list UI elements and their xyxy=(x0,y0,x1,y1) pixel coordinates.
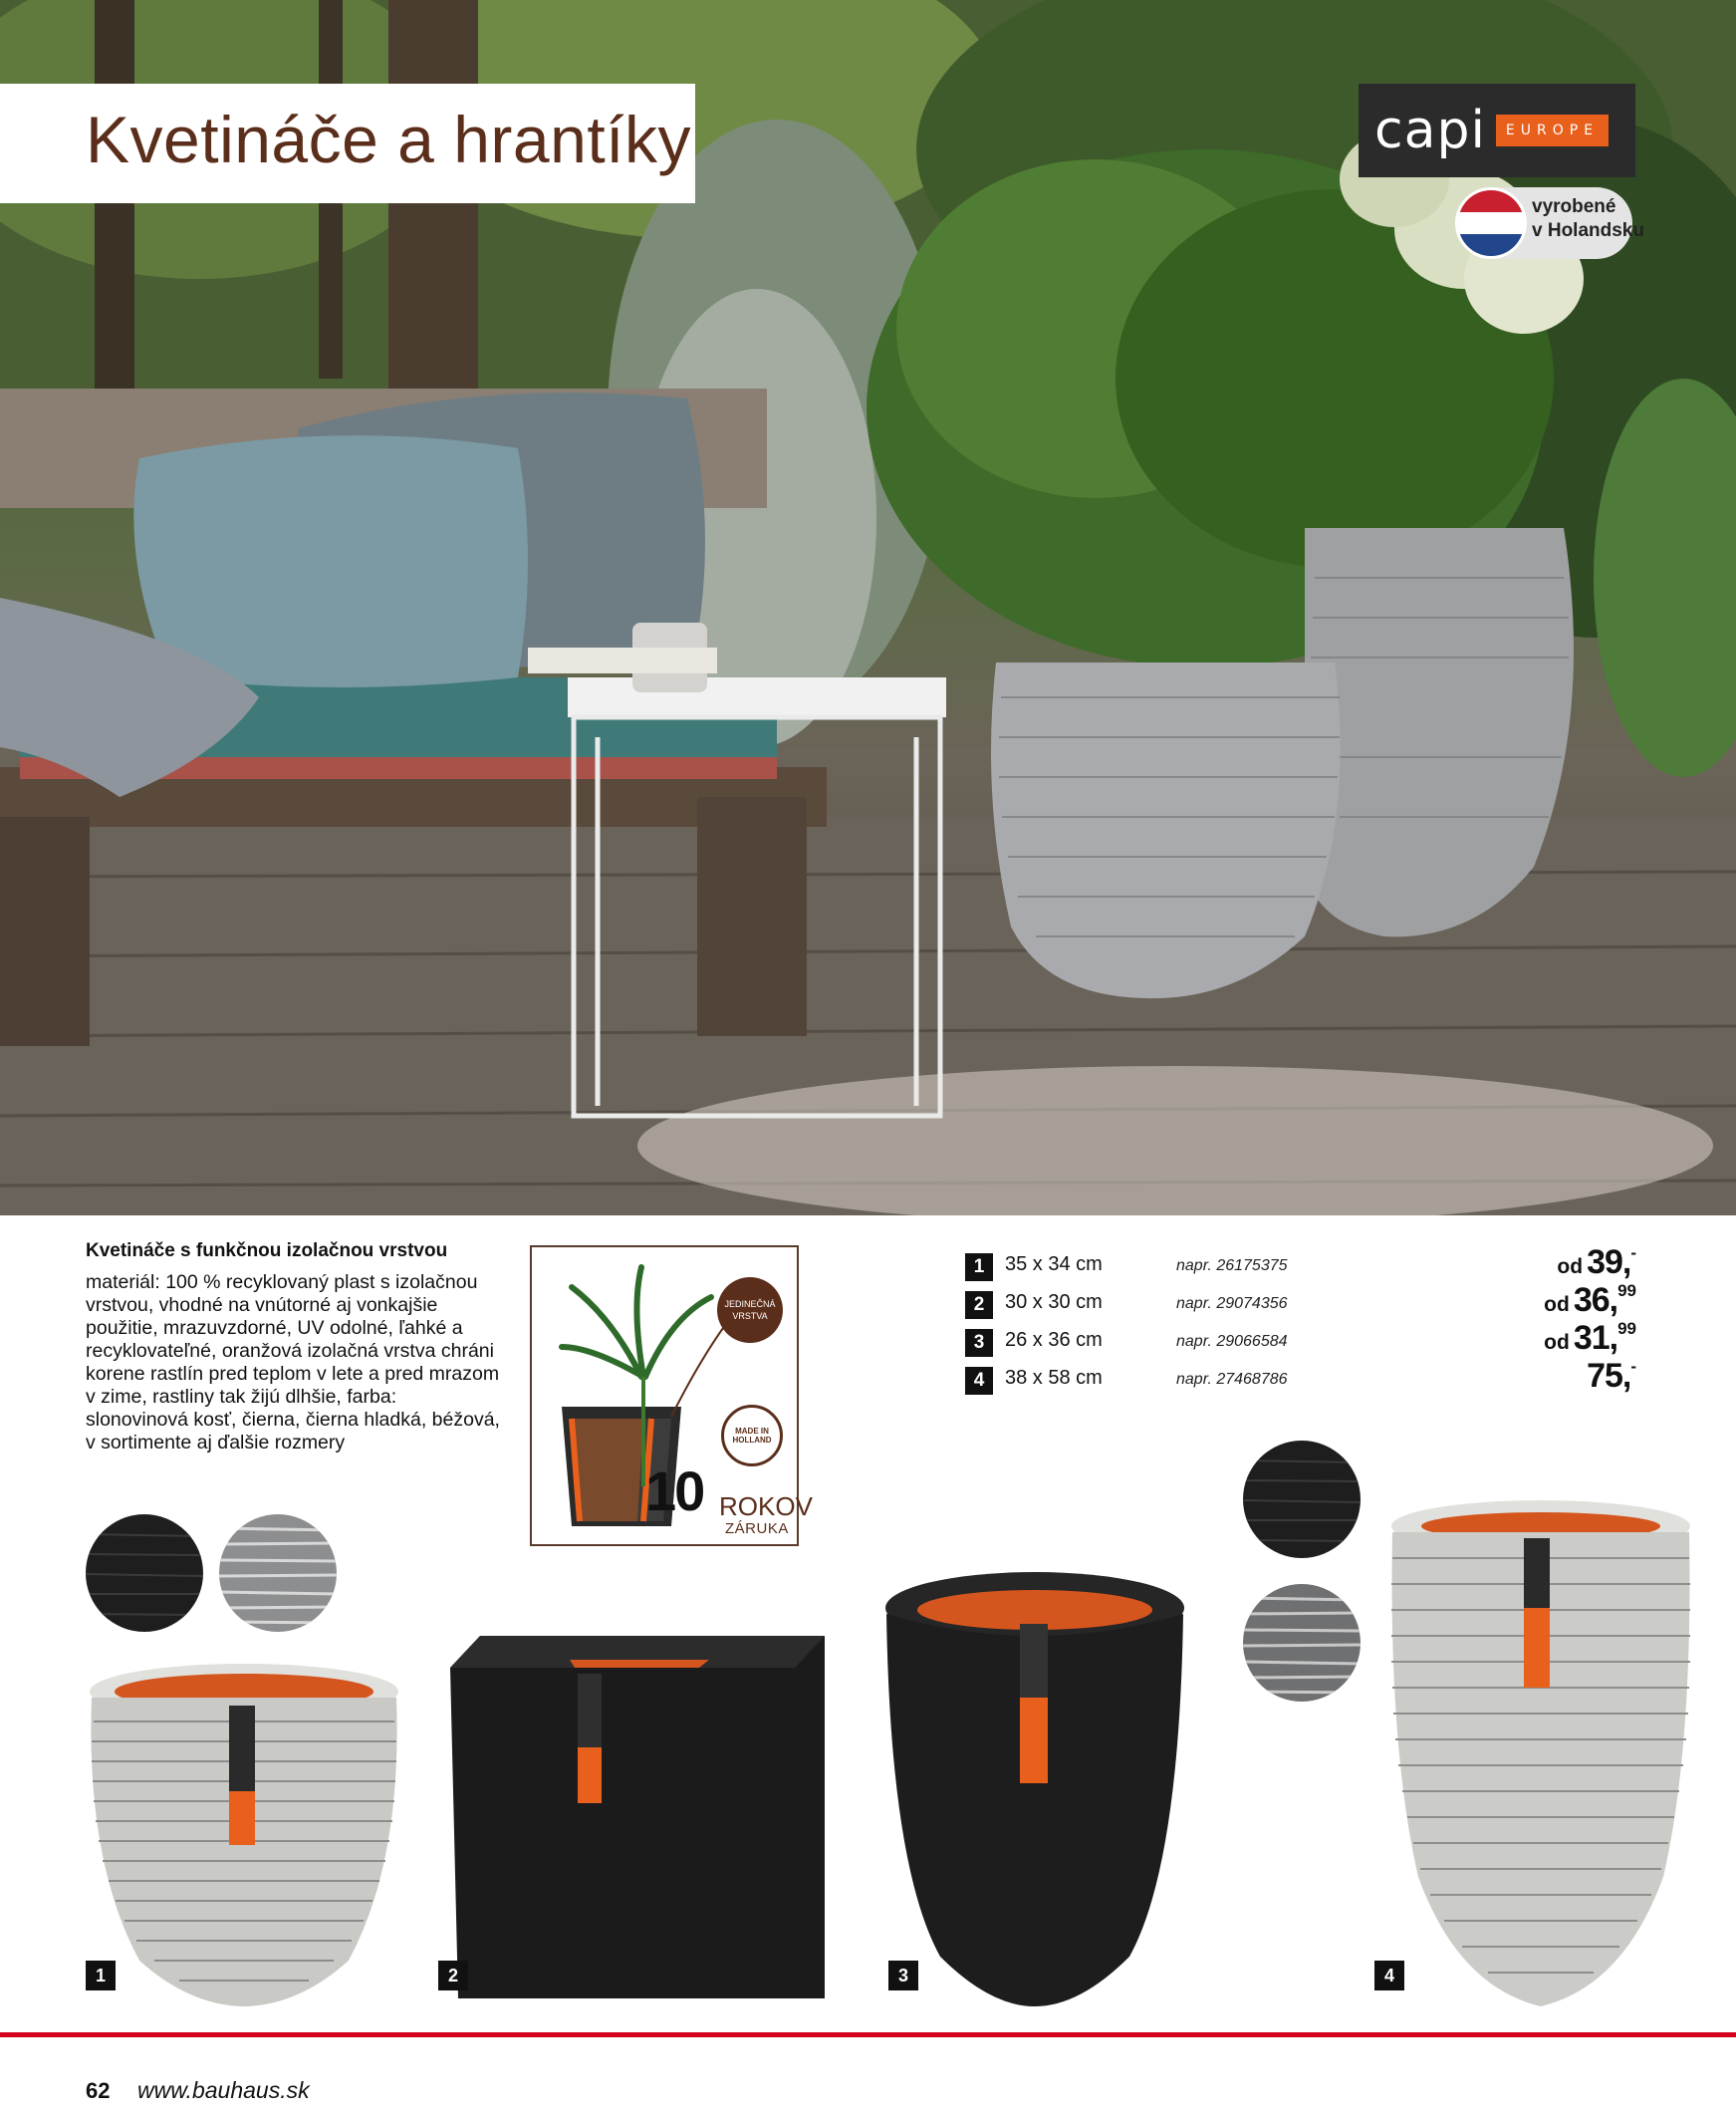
variant-row-1 xyxy=(965,1243,1650,1283)
page-title: Kvetináče a hrantíky xyxy=(86,103,691,176)
variant-number: 3 xyxy=(965,1329,993,1357)
brand-name: capi xyxy=(1374,101,1486,160)
capi-europe-logo xyxy=(1359,84,1635,177)
unique-layer-badge xyxy=(717,1277,783,1343)
stamp-line-1: MADE IN xyxy=(735,1427,769,1436)
variant-price xyxy=(1544,1281,1636,1320)
title-banner xyxy=(0,84,695,203)
made-in-line-1: vyrobené xyxy=(1532,196,1616,217)
price-main: 36, xyxy=(1573,1281,1618,1319)
variant-size: 38 x 58 cm xyxy=(1005,1367,1103,1389)
price-main: 39, xyxy=(1587,1243,1631,1281)
stamp-line-2: HOLLAND xyxy=(732,1436,772,1445)
variant-number: 2 xyxy=(965,1291,993,1319)
swatch-ivory-grey xyxy=(219,1514,337,1632)
variant-row-3 xyxy=(965,1319,1650,1359)
variant-article: napr. 27468786 xyxy=(1176,1371,1288,1388)
pot-1-number: 1 xyxy=(86,1961,116,1990)
pot-1-ivory-egg xyxy=(80,1662,408,2010)
made-in-text xyxy=(1532,195,1644,243)
price-cents: 99 xyxy=(1617,1319,1636,1338)
pot-2-number: 2 xyxy=(438,1961,468,1990)
variant-row-2 xyxy=(965,1281,1650,1321)
price-cents: - xyxy=(1630,1243,1636,1262)
variant-article: napr. 26175375 xyxy=(1176,1257,1288,1274)
variant-article: napr. 29074356 xyxy=(1176,1295,1288,1312)
variant-size: 30 x 30 cm xyxy=(1005,1291,1103,1313)
swatch-black xyxy=(86,1514,203,1632)
pot-4-number: 4 xyxy=(1374,1961,1404,1990)
warranty-unit: ROKOV xyxy=(719,1491,813,1521)
price-prefix: od xyxy=(1544,1293,1570,1316)
pot-3-black-tall xyxy=(880,1568,1189,2006)
price-prefix: od xyxy=(1557,1255,1584,1278)
variant-price xyxy=(1583,1357,1636,1396)
variant-number: 4 xyxy=(965,1367,993,1395)
variant-size: 26 x 36 cm xyxy=(1005,1329,1103,1351)
variant-price xyxy=(1544,1319,1636,1358)
made-in-holland-stamp xyxy=(721,1405,783,1466)
price-cents: - xyxy=(1630,1357,1636,1376)
made-in-line-2: v Holandsku xyxy=(1532,220,1644,241)
swatch-black-right xyxy=(1243,1441,1361,1558)
footer-divider xyxy=(0,2032,1736,2037)
unique-badge-line-1: JEDINEČNÁ xyxy=(724,1299,776,1309)
price-cents: 99 xyxy=(1617,1281,1636,1300)
price-prefix: od xyxy=(1544,1331,1570,1354)
variant-row-4 xyxy=(965,1357,1650,1397)
warranty-years: 10 xyxy=(645,1459,704,1522)
product-title: Kvetináče s funkčnou izolačnou vrstvou xyxy=(86,1240,448,1261)
product-description: materiál: 100 % recyklovaný plast s izolačnou vrstvou, vhodné na vnútorné aj vonkajšie použitie, mrazuvzdorné, UV odolné, ľahké a recyklovateľné, oranžová izolačná vrstva chráni korene rastlín pred teplom v lete a pred mrazom v zime, rastliny tak žijú dlhšie, farba: slonovinová kosť, čierna, čierna hladká, béžová, v sortimente aj ďalšie rozmery xyxy=(86,1271,500,1454)
brand-tag: EUROPE xyxy=(1496,115,1609,146)
variant-size: 35 x 34 cm xyxy=(1005,1253,1103,1275)
pot-4-ivory-tall xyxy=(1388,1498,1693,2008)
pot-3-number: 3 xyxy=(888,1961,918,1990)
pot-2-black-square xyxy=(450,1630,829,2008)
variant-article: napr. 29066584 xyxy=(1176,1333,1288,1350)
page-number: 62 xyxy=(86,2078,111,2103)
website-link[interactable]: www.bauhaus.sk xyxy=(137,2077,310,2103)
unique-badge-line-2: VRSTVA xyxy=(732,1311,768,1321)
price-main: 75, xyxy=(1587,1357,1631,1395)
dutch-flag-icon xyxy=(1455,187,1527,259)
price-main: 31, xyxy=(1573,1319,1618,1357)
variant-price xyxy=(1557,1243,1636,1282)
warranty-label: ZÁRUKA xyxy=(725,1520,789,1537)
variant-number: 1 xyxy=(965,1253,993,1281)
swatch-grey-right xyxy=(1243,1584,1361,1702)
